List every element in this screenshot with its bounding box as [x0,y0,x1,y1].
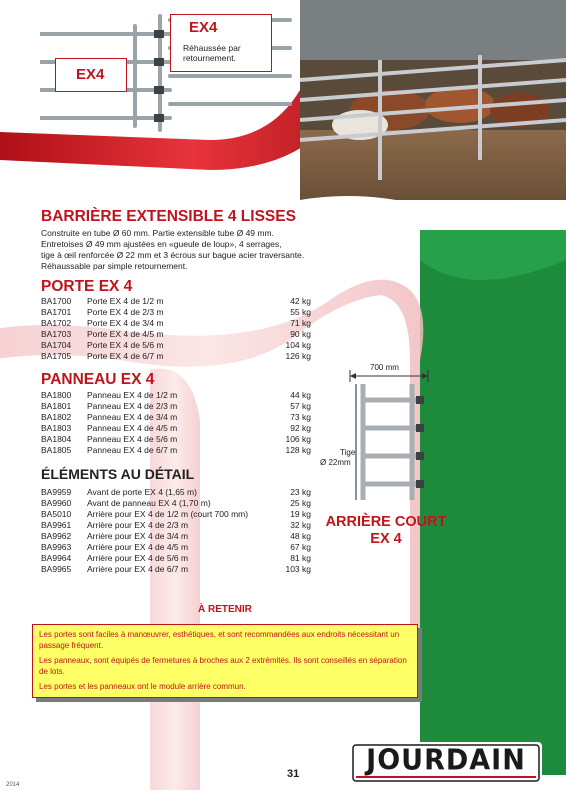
product-label: Porte EX 4 de 1/2 m [87,296,164,306]
porte-section-title: PORTE EX 4 [41,278,133,295]
product-weight: 81 kg [290,553,311,563]
description-line: Construite en tube Ø 60 mm. Partie extensible tube Ø 49 mm. [41,228,274,238]
table-row [41,434,311,445]
product-weight: 73 kg [290,412,311,422]
table-row [41,445,311,456]
product-label: Panneau EX 4 de 4/5 m [87,423,178,433]
width-dimension-label: 700 mm [370,363,399,372]
product-code: BA9964 [41,553,72,563]
jourdain-logo [350,742,542,784]
ex4-label-right: EX4 [189,19,218,36]
product-weight: 23 kg [290,487,311,497]
retenir-paragraph: Les portes et les panneaux ont le module arrière commun. [39,682,246,691]
elements-section-title: ÉLÉMENTS AU DÉTAIL [41,466,195,482]
ex4-caption-right: Réhaussée par retournement. [183,43,241,63]
product-code: BA9959 [41,487,72,497]
product-label: Arrière pour EX 4 de 4/5 m [87,542,189,552]
product-label: Arrière pour EX 4 de 2/3 m [87,520,189,530]
product-weight: 106 kg [285,434,311,444]
cattle-barn-photo [300,0,566,230]
diagram-caption [316,514,456,548]
description-line: Réhaussable par simple retournement. [41,261,188,271]
product-code: BA1800 [41,390,72,400]
tige-label-group [340,448,355,458]
product-weight: 126 kg [285,351,311,361]
table-row [41,401,311,412]
tige-label: Tige [340,448,356,457]
product-code: BA1803 [41,423,72,433]
table-row [41,390,311,401]
table-row [41,498,311,509]
product-label: Panneau EX 4 de 5/6 m [87,434,178,444]
table-row [41,296,311,307]
product-label: Panneau EX 4 de 6/7 m [87,445,178,455]
description-line: Entretoises Ø 49 mm ajustées en «gueule de loup», 4 serrages, [41,239,282,249]
table-row [41,412,311,423]
product-weight: 128 kg [285,445,311,455]
page-title: BARRIÈRE EXTENSIBLE 4 LISSES [41,208,296,225]
product-weight: 42 kg [290,296,311,306]
product-code: BA9963 [41,542,72,552]
diagram-caption-line2: EX 4 [370,531,402,547]
table-row [41,307,311,318]
product-weight: 44 kg [290,390,311,400]
product-code: BA1703 [41,329,72,339]
product-weight: 32 kg [290,520,311,530]
table-row [41,553,311,564]
product-weight: 67 kg [290,542,311,552]
product-code: BA1804 [41,434,72,444]
product-code: BA1702 [41,318,72,328]
retenir-paragraph: Les panneaux, sont équipés de fermetures à broches aux 2 extrémités. Ils sont conseillés en séparation de lots. [39,656,407,676]
product-code: BA1705 [41,351,72,361]
product-label: Panneau EX 4 de 3/4 m [87,412,178,422]
product-code: BA1805 [41,445,72,455]
page-number: 31 [287,768,300,780]
ex4-label-box-left [55,58,127,92]
product-label: Avant de porte EX 4 (1,65 m) [87,487,197,497]
product-label: Arrière pour EX 4 de 1/2 m (court 700 mm) [87,509,249,519]
product-label: Porte EX 4 de 4/5 m [87,329,164,339]
product-label: Porte EX 4 de 5/6 m [87,340,164,350]
product-code: BA1801 [41,401,72,411]
arriere-court-diagram [330,360,440,505]
product-weight: 25 kg [290,498,311,508]
retenir-title: À RETENIR [198,604,252,615]
product-weight: 103 kg [285,564,311,574]
product-label: Porte EX 4 de 3/4 m [87,318,164,328]
product-code: BA9960 [41,498,72,508]
product-weight: 19 kg [290,509,311,519]
product-weight: 90 kg [290,329,311,339]
panneau-section-title: PANNEAU EX 4 [41,371,155,388]
product-weight: 104 kg [285,340,311,350]
product-label: Porte EX 4 de 6/7 m [87,351,164,361]
diagram-caption-line1: ARRIÈRE COURT [325,514,447,530]
table-row [41,423,311,434]
description-line: tige à œil renforcée Ø 22 mm et 3 écrous sur bague acier traversante. [41,250,305,260]
product-weight: 48 kg [290,531,311,541]
product-label: Porte EX 4 de 2/3 m [87,307,164,317]
product-code: BA9961 [41,520,72,530]
table-row [41,542,311,553]
product-label: Arrière pour EX 4 de 6/7 m [87,564,189,574]
product-code: BA9965 [41,564,72,574]
product-weight: 55 kg [290,307,311,317]
table-row [41,351,311,362]
table-row [41,318,311,329]
retenir-paragraph: Les portes sont faciles à manœuvrer, esthétiques, et sont recommandées aux endroits nécessitant un passage fréquent. [39,630,400,650]
product-weight: 57 kg [290,401,311,411]
table-row [41,487,311,498]
product-code: BA1704 [41,340,72,350]
product-label: Panneau EX 4 de 1/2 m [87,390,178,400]
product-code: BA9962 [41,531,72,541]
product-code: BA1700 [41,296,72,306]
product-code: BA5010 [41,509,72,519]
product-code: BA1802 [41,412,72,422]
product-weight: 92 kg [290,423,311,433]
table-row [41,564,311,575]
ex4-label-left: EX4 [76,66,105,83]
table-row [41,329,311,340]
product-label: Avant de panneau EX 4 (1,70 m) [87,498,211,508]
brand-name: JOURDAIN [366,744,526,777]
table-row [41,520,311,531]
product-description [41,228,311,272]
tige-diameter-label: Ø 22mm [320,458,351,467]
table-row [41,509,311,520]
year-label: 2014 [6,782,20,788]
retenir-box [32,624,418,698]
ex4-label-box-right [170,14,272,72]
product-weight: 71 kg [290,318,311,328]
product-label: Arrière pour EX 4 de 3/4 m [87,531,189,541]
product-label: Arrière pour EX 4 de 5/6 m [87,553,189,563]
table-row [41,340,311,351]
product-code: BA1701 [41,307,72,317]
product-label: Panneau EX 4 de 2/3 m [87,401,178,411]
table-row [41,531,311,542]
